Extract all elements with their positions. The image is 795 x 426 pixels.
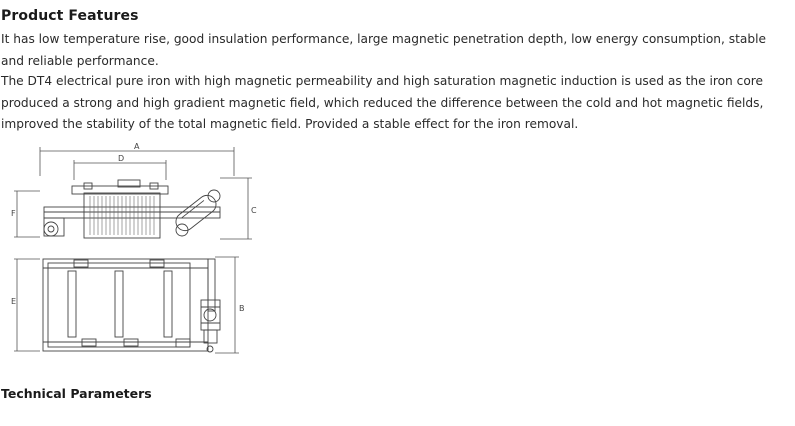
features-paragraph-2: The DT4 electrical pure iron with high magnetic permeability and high saturation magnetic induction is used as the iron core produced a strong and high gradient magnetic field, which reduced the difference between the cold and hot magnetic fields, improved the stability of the total magnetic field. Provided a stable effect for the iron removal.: [1, 74, 764, 131]
dimension-label-a: A: [134, 142, 140, 151]
dimension-label-b: B: [239, 304, 245, 313]
features-paragraph-1: It has low temperature rise, good insulation performance, large magnetic penetration depth, low energy consumption, stable and reliable performance.: [1, 32, 766, 68]
dimension-label-d: D: [118, 154, 125, 163]
product-features-heading: Product Features: [1, 8, 139, 24]
separator-dimension-drawing: [0, 140, 265, 362]
dimension-label-c: C: [251, 206, 257, 215]
dimension-label-e: E: [11, 297, 17, 306]
dimension-label-f: F: [11, 209, 16, 218]
technical-parameters-heading: Technical Parameters: [1, 386, 152, 401]
